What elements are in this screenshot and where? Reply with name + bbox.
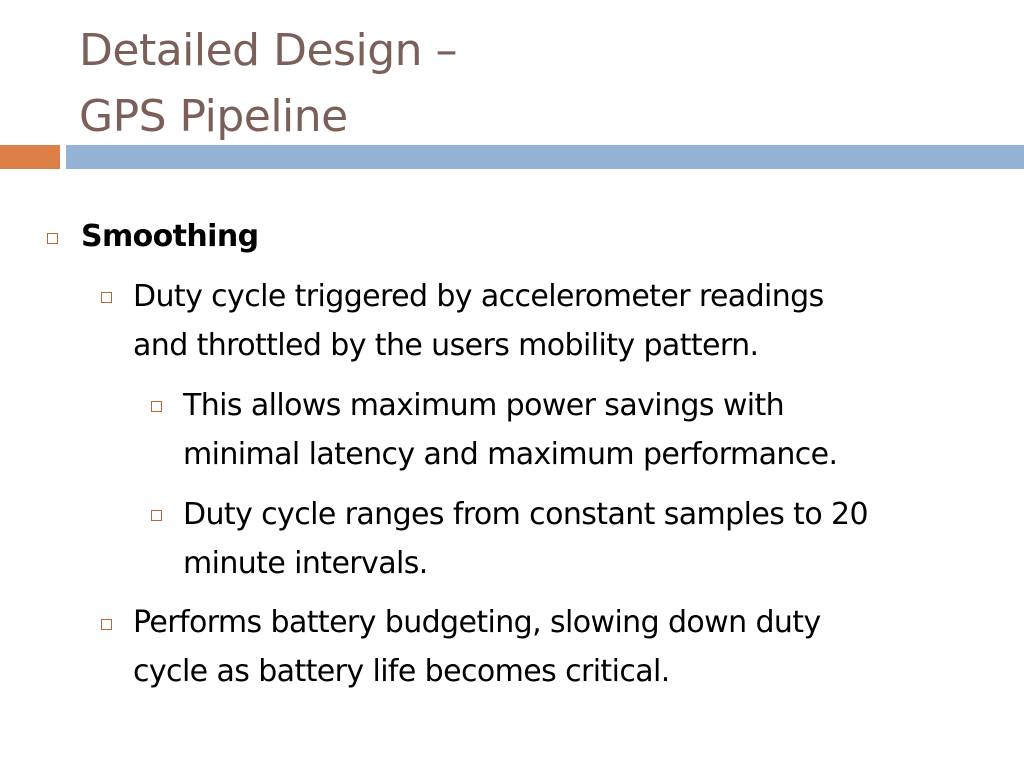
square-bullet-icon [101,292,112,303]
bullet-duty-range [183,490,868,588]
bullet-smoothing: Smoothing [81,219,259,254]
bullet-battery-budgeting-line2: cycle as battery life becomes critical. [133,654,670,689]
bullet-duty-range-line1: Duty cycle ranges from constant samples to 20 [183,497,869,532]
square-bullet-icon [47,233,58,244]
bullet-duty-range-line2: minute intervals. [183,546,428,581]
bullet-battery-budgeting [133,598,821,696]
bullet-power-savings-line2: minimal latency and maximum performance. [183,437,838,472]
slide-title-line1: Detailed Design – [79,25,458,76]
bullet-duty-cycle [133,272,824,370]
square-bullet-icon [151,510,162,521]
slide-title-line2: GPS Pipeline [79,91,348,142]
square-bullet-icon [151,401,162,412]
bullet-power-savings-line1: This allows maximum power savings with [183,388,785,423]
square-bullet-icon [101,619,112,630]
bullet-power-savings [183,381,837,479]
bullet-duty-cycle-line1: Duty cycle triggered by accelerometer readings [133,279,824,314]
bullet-battery-budgeting-line1: Performs battery budgeting, slowing down duty [133,605,821,640]
bullet-duty-cycle-line2: and throttled by the users mobility pattern. [133,328,759,363]
